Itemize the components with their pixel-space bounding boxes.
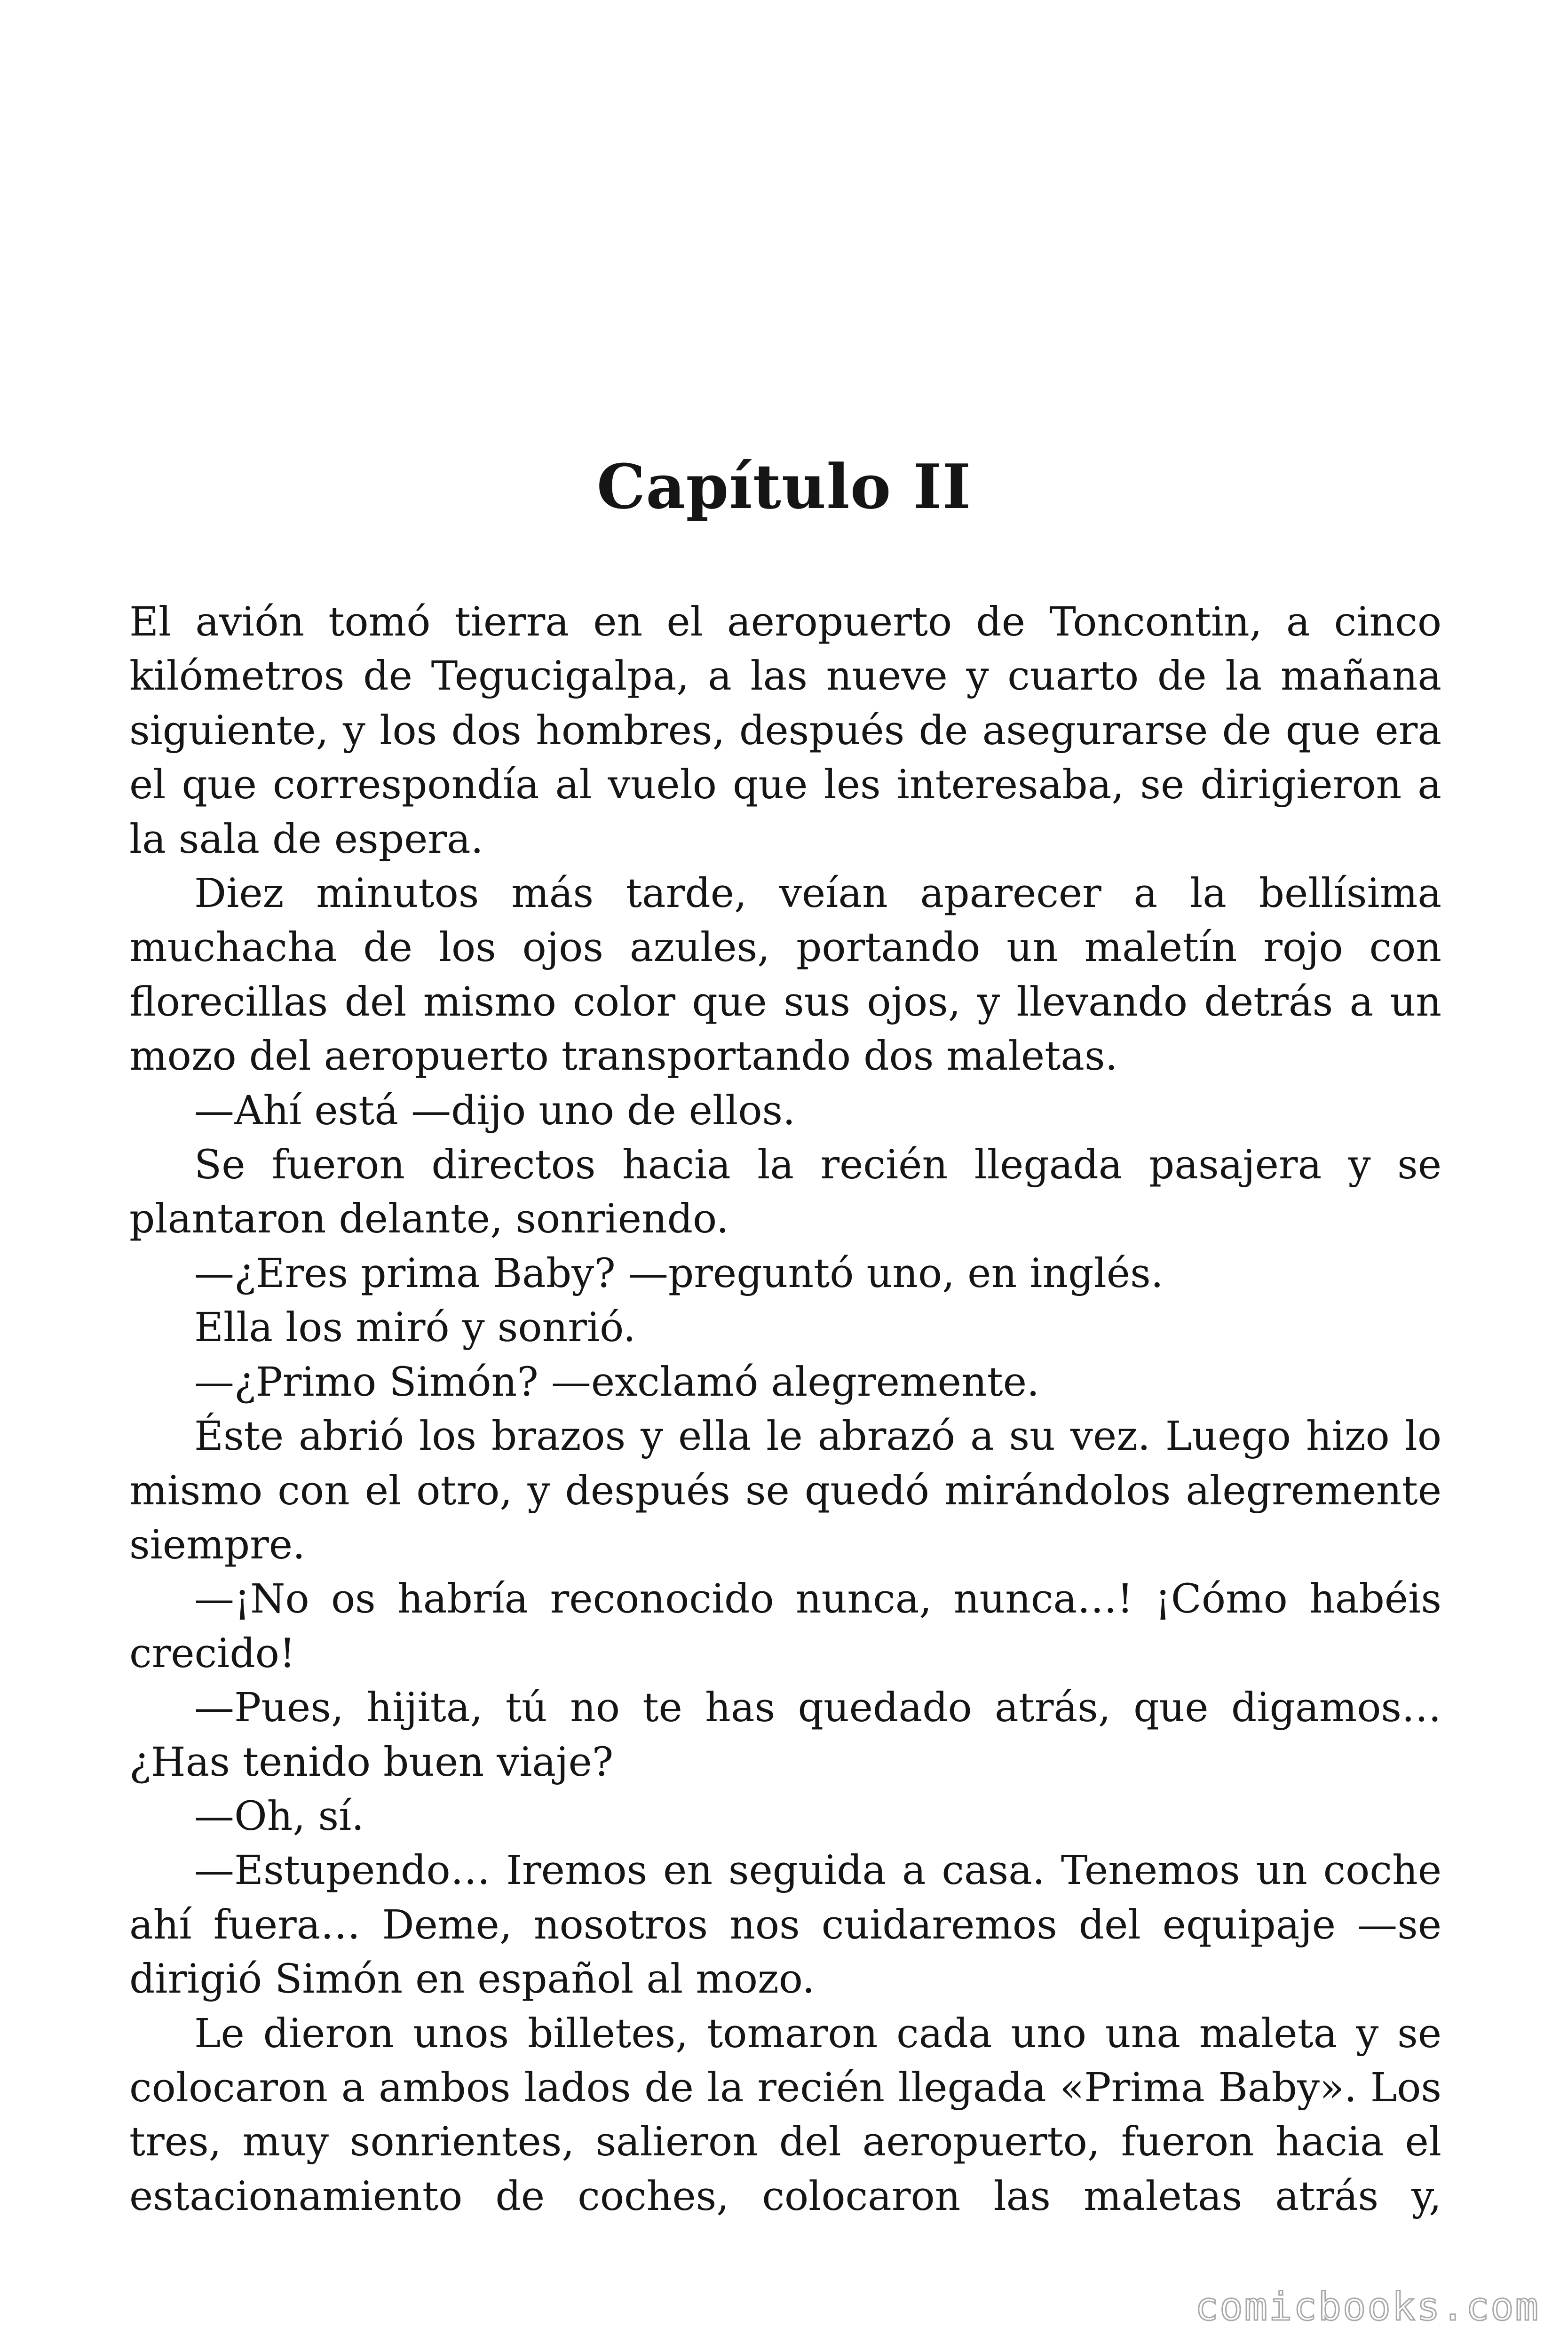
paragraph: —Oh, sí.: [194, 1793, 364, 1840]
paragraph: Éste abrió los brazos y ella le abrazó a su vez. Luego hizo lo mismo con el otro, y después se quedó mirándolos alegremente siempre.: [129, 1413, 1441, 1568]
paragraph: Diez minutos más tarde, veían aparecer a la bellísima muchacha de los ojos azules, portando un maletín rojo con florecillas del mismo color que sus ojos, y llevando detrás a un mozo del aeropuerto transportando dos maletas.: [129, 870, 1441, 1080]
paragraph: —¡No os habría reconocido nunca, nunca…! ¡Cómo habéis crecido!: [129, 1576, 1441, 1677]
paragraph: —Ahí está —dijo uno de ellos.: [194, 1087, 796, 1134]
paragraph: —Pues, hijita, tú no te has quedado atrás, que digamos… ¿Has tenido buen viaje?: [129, 1685, 1441, 1786]
watermark-logo: comicbooks.com: [1195, 2285, 1540, 2329]
paragraph: —Estupendo… Iremos en seguida a casa. Tenemos un coche ahí fuera… Deme, nosotros nos cuidaremos del equipaje —se dirigió Simón en español al mozo.: [129, 1847, 1441, 2003]
paragraph: Le dieron unos billetes, tomaron cada uno una maleta y se colocaron a ambos lados de la recién llegada «Prima Baby». Los tres, muy sonrientes, salieron del aeropuerto, fueron hacia el estacionamiento de coches, colocaron las maletas atrás y,: [129, 2010, 1441, 2220]
chapter-body: [129, 595, 1441, 2224]
paragraph: Se fueron directos hacia la recién llegada pasajera y se plantaron delante, sonriendo.: [129, 1142, 1441, 1243]
paragraph: Ella los miró y sonrió.: [194, 1304, 636, 1351]
chapter-title: Capítulo II: [596, 451, 972, 523]
paragraph: El avión tomó tierra en el aeropuerto de Toncontin, a cinco kilómetros de Tegucigalpa, a las nueve y cuarto de la mañana siguiente, y los dos hombres, después de asegurarse de que era el que correspondía al vuelo que les interesaba, se dirigieron a la sala de espera.: [129, 599, 1441, 863]
paragraph: —¿Primo Simón? —exclamó alegremente.: [194, 1359, 1040, 1406]
paragraph: —¿Eres prima Baby? —preguntó uno, en inglés.: [194, 1250, 1164, 1297]
